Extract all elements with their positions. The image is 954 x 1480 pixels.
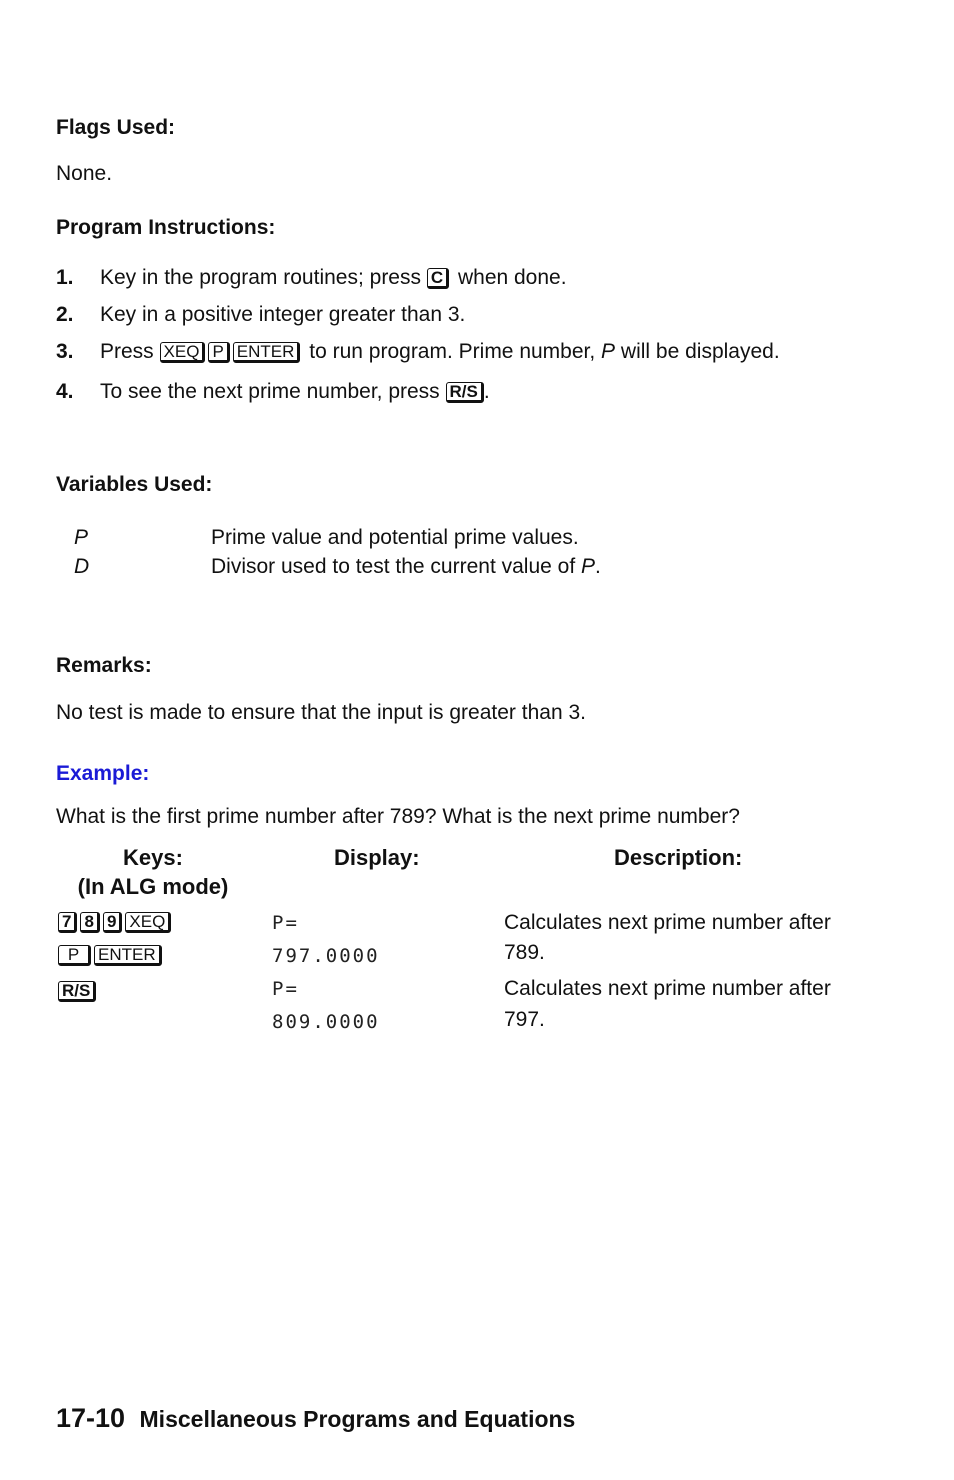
step-1-text: Key in the program routines; press	[100, 266, 421, 289]
example-row-1-desc-line-1: Calculates next prime number after	[504, 911, 831, 934]
display-value: 797.0000	[272, 945, 380, 967]
step-3-text-end: will be displayed.	[620, 340, 780, 363]
step-3-var: P	[601, 340, 616, 363]
variable-d-desc-var: P	[581, 555, 596, 578]
nine-key: 9	[103, 912, 122, 933]
variable-d-name: D	[74, 555, 90, 578]
display-prompt: P=	[272, 978, 299, 1000]
example-row-1-desc-line-2: 789.	[504, 941, 545, 964]
variable-d-desc-text: Divisor used to test the current value of	[211, 555, 576, 578]
enter-key: ENTER	[233, 342, 301, 363]
step-2-number: 2.	[56, 303, 74, 326]
rs-key: R/S	[446, 382, 484, 403]
step-4-text: To see the next prime number, press	[100, 380, 440, 403]
variable-p-name: P	[74, 526, 89, 549]
flags-text: None.	[56, 162, 113, 185]
step-3-text: Press	[100, 340, 154, 363]
step-1-text-end: when done.	[457, 266, 567, 289]
example-row-2-keys	[58, 981, 99, 1002]
example-row-1-keys-line-1	[58, 912, 174, 933]
example-heading: Example:	[56, 762, 150, 785]
xeq-key: XEQ	[160, 342, 206, 363]
display-column-heading: Display:	[334, 845, 420, 870]
p-key: P	[58, 945, 91, 966]
variables-heading: Variables Used:	[56, 473, 213, 496]
page-number: 17-10	[56, 1403, 126, 1433]
enter-key: ENTER	[94, 945, 162, 966]
display-value: 809.0000	[272, 1011, 380, 1033]
step-3-text-mid: to run program. Prime number,	[309, 340, 596, 363]
xeq-key: XEQ	[125, 912, 171, 933]
page-footer	[56, 1403, 575, 1434]
step-4-number: 4.	[56, 380, 74, 403]
step-3	[100, 340, 780, 364]
rs-key: R/S	[58, 981, 96, 1002]
variable-d-desc	[211, 555, 601, 579]
step-1-number: 1.	[56, 266, 74, 289]
step-2-text: Key in a positive integer greater than 3.	[100, 303, 466, 326]
flags-heading: Flags Used:	[56, 116, 176, 139]
instructions-heading: Program Instructions:	[56, 216, 276, 239]
keys-column-mode: (In ALG mode)	[77, 874, 229, 899]
eight-key: 8	[80, 912, 99, 933]
step-4-period: .	[483, 380, 490, 403]
chapter-title: Miscellaneous Programs and Equations	[139, 1406, 576, 1432]
description-column-heading: Description:	[614, 845, 743, 870]
remarks-text: No test is made to ensure that the input is greater than 3.	[56, 701, 586, 724]
step-3-number: 3.	[56, 340, 74, 363]
seven-key: 7	[58, 912, 77, 933]
p-key: P	[208, 342, 229, 363]
example-row-2-desc-line-2: 797.	[504, 1008, 545, 1031]
example-row-1-keys-line-2	[58, 945, 165, 966]
display-prompt: P=	[272, 912, 299, 934]
example-row-2-desc-line-1: Calculates next prime number after	[504, 977, 831, 1000]
keys-column-heading: Keys:	[123, 845, 183, 870]
example-question: What is the first prime number after 789? What is the next prime number?	[56, 805, 740, 828]
step-1	[100, 266, 567, 290]
variable-d-desc-end: .	[595, 555, 601, 578]
variable-p-desc: Prime value and potential prime values.	[211, 526, 579, 549]
step-4	[100, 380, 490, 404]
c-key: C	[427, 268, 449, 289]
remarks-heading: Remarks:	[56, 654, 152, 677]
